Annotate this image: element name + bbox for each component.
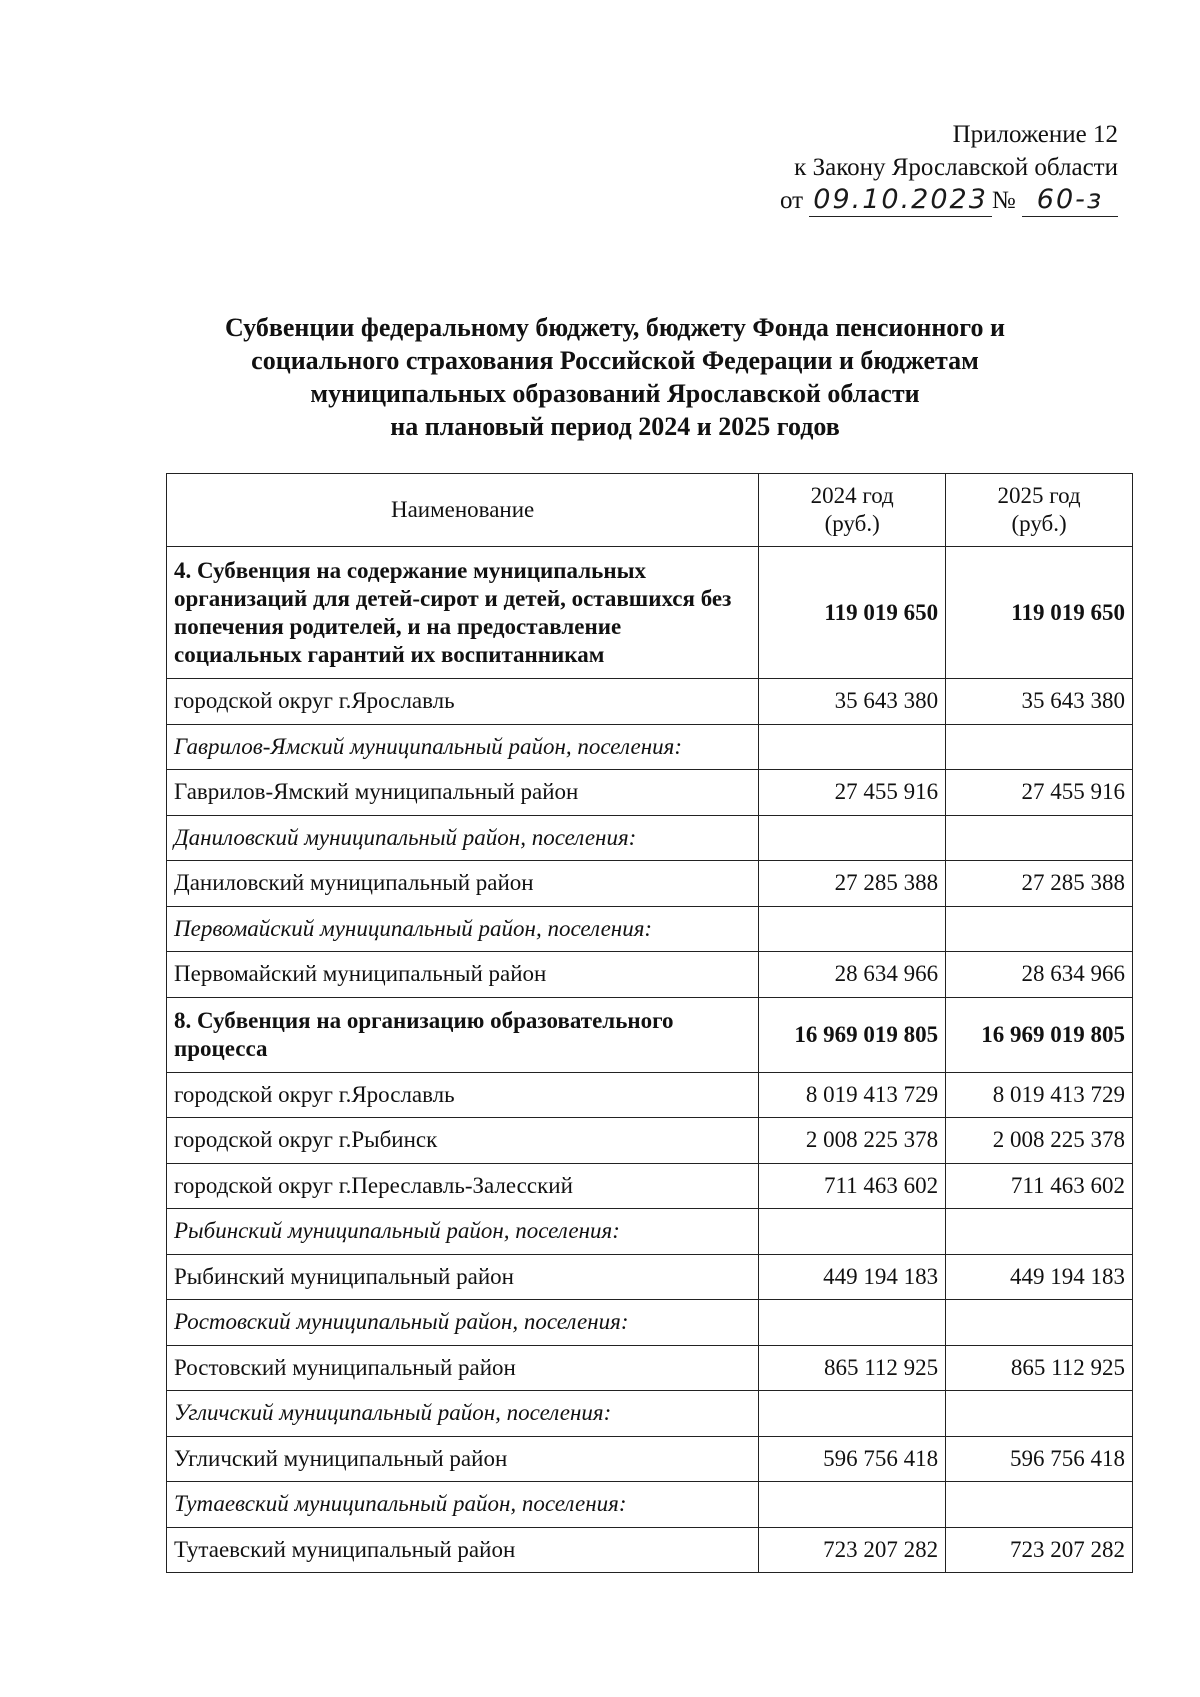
table-row-subheading xyxy=(167,815,1133,861)
row-value-2024: 865 112 925 xyxy=(759,1345,946,1391)
row-name: Первомайский муниципальный район, поселения: xyxy=(167,906,759,952)
row-value-2024: 723 207 282 xyxy=(759,1527,946,1573)
row-value-2024: 35 643 380 xyxy=(759,679,946,725)
row-name: городской округ г.Переславль-Залесский xyxy=(167,1163,759,1209)
row-value-2025: 27 285 388 xyxy=(946,861,1133,907)
row-name: Рыбинский муниципальный район xyxy=(167,1254,759,1300)
title-line-1: Субвенции федеральному бюджету, бюджету Фонда пенсионного и xyxy=(225,313,1005,342)
number-sign: № xyxy=(991,187,1016,214)
header-2025-unit: (руб.) xyxy=(1011,511,1067,536)
appendix-law-ref: к Закону Ярославской области xyxy=(794,154,1118,181)
row-name: Даниловский муниципальный район xyxy=(167,861,759,907)
table-row xyxy=(167,1527,1133,1573)
header-2025-year: 2025 год xyxy=(997,483,1081,508)
row-name: городской округ г.Рыбинск xyxy=(167,1118,759,1164)
row-name: Угличский муниципальный район, поселения: xyxy=(167,1391,759,1437)
row-value-2024 xyxy=(759,815,946,861)
table-row-subheading xyxy=(167,906,1133,952)
row-value-2024: 27 285 388 xyxy=(759,861,946,907)
table-row xyxy=(167,1436,1133,1482)
header-2024-year: 2024 год xyxy=(810,483,894,508)
appendix-number: Приложение 12 xyxy=(952,121,1118,148)
handwritten-number: 60-з xyxy=(1036,184,1104,215)
row-value-2025: 723 207 282 xyxy=(946,1527,1133,1573)
row-value-2024: 119 019 650 xyxy=(759,547,946,679)
row-name: 4. Субвенция на содержание муниципальных организаций для детей-сирот и детей, оставшихся без попечения родителей, и на предоставление социальных гарантий их воспитанникам xyxy=(167,547,759,679)
table-row xyxy=(167,1118,1133,1164)
row-name: Ростовский муниципальный район xyxy=(167,1345,759,1391)
row-value-2024 xyxy=(759,1482,946,1528)
header-2024 xyxy=(759,474,946,547)
row-value-2025 xyxy=(946,815,1133,861)
row-value-2024: 27 455 916 xyxy=(759,770,946,816)
table-row xyxy=(167,1072,1133,1118)
title-line-2: социального страхования Российской Федерации и бюджетам xyxy=(251,346,979,375)
row-name: Тутаевский муниципальный район, поселения: xyxy=(167,1482,759,1528)
row-value-2025: 449 194 183 xyxy=(946,1254,1133,1300)
row-value-2024: 8 019 413 729 xyxy=(759,1072,946,1118)
row-name: Тутаевский муниципальный район xyxy=(167,1527,759,1573)
header-2024-unit: (руб.) xyxy=(824,511,880,536)
handwritten-date: 09.10.2023 xyxy=(813,184,988,215)
table-header-row xyxy=(167,474,1133,547)
row-value-2025 xyxy=(946,1209,1133,1255)
row-name: Гаврилов-Ямский муниципальный район xyxy=(167,770,759,816)
row-value-2024 xyxy=(759,1391,946,1437)
row-value-2024: 711 463 602 xyxy=(759,1163,946,1209)
table-row-subheading xyxy=(167,1391,1133,1437)
row-value-2025: 28 634 966 xyxy=(946,952,1133,998)
title-line-4: на плановый период 2024 и 2025 годов xyxy=(390,412,840,441)
row-value-2025: 16 969 019 805 xyxy=(946,997,1133,1072)
appendix-header xyxy=(698,118,1118,224)
row-value-2025 xyxy=(946,724,1133,770)
row-value-2024: 16 969 019 805 xyxy=(759,997,946,1072)
row-value-2024: 449 194 183 xyxy=(759,1254,946,1300)
row-name: Рыбинский муниципальный район, поселения: xyxy=(167,1209,759,1255)
table-row-subheading xyxy=(167,1482,1133,1528)
row-value-2025: 711 463 602 xyxy=(946,1163,1133,1209)
row-value-2024: 28 634 966 xyxy=(759,952,946,998)
table-row xyxy=(167,1345,1133,1391)
handwritten-date-field xyxy=(809,185,992,217)
row-name: Первомайский муниципальный район xyxy=(167,952,759,998)
row-name: городской округ г.Ярославль xyxy=(167,1072,759,1118)
row-value-2025 xyxy=(946,1391,1133,1437)
row-value-2025: 865 112 925 xyxy=(946,1345,1133,1391)
table-row xyxy=(167,952,1133,998)
row-value-2024 xyxy=(759,906,946,952)
row-value-2024 xyxy=(759,1300,946,1346)
row-name: Гаврилов-Ямский муниципальный район, поселения: xyxy=(167,724,759,770)
law-date-line xyxy=(698,184,1118,224)
row-value-2024: 2 008 225 378 xyxy=(759,1118,946,1164)
handwritten-number-field xyxy=(1022,185,1118,217)
table-row-subheading xyxy=(167,1300,1133,1346)
row-name: городской округ г.Ярославль xyxy=(167,679,759,725)
table-row xyxy=(167,1254,1133,1300)
table-row-section xyxy=(167,997,1133,1072)
row-value-2024: 596 756 418 xyxy=(759,1436,946,1482)
table-row xyxy=(167,1163,1133,1209)
row-value-2025: 27 455 916 xyxy=(946,770,1133,816)
header-2025 xyxy=(946,474,1133,547)
row-value-2025 xyxy=(946,1300,1133,1346)
document-title xyxy=(165,311,1065,443)
row-value-2024 xyxy=(759,1209,946,1255)
table-row xyxy=(167,679,1133,725)
row-value-2025: 35 643 380 xyxy=(946,679,1133,725)
table-row xyxy=(167,861,1133,907)
header-name: Наименование xyxy=(167,474,759,547)
row-value-2025: 2 008 225 378 xyxy=(946,1118,1133,1164)
date-prefix: от xyxy=(779,187,804,214)
row-value-2025 xyxy=(946,906,1133,952)
subventions-table xyxy=(166,473,1133,1573)
row-value-2025 xyxy=(946,1482,1133,1528)
row-value-2025: 119 019 650 xyxy=(946,547,1133,679)
table-row-section xyxy=(167,547,1133,679)
table-row xyxy=(167,770,1133,816)
table-row-subheading xyxy=(167,724,1133,770)
table-row-subheading xyxy=(167,1209,1133,1255)
row-value-2025: 596 756 418 xyxy=(946,1436,1133,1482)
row-name: Угличский муниципальный район xyxy=(167,1436,759,1482)
row-name: 8. Субвенция на организацию образовательного процесса xyxy=(167,997,759,1072)
row-value-2025: 8 019 413 729 xyxy=(946,1072,1133,1118)
title-line-3: муниципальных образований Ярославской области xyxy=(310,379,920,408)
row-value-2024 xyxy=(759,724,946,770)
row-name: Даниловский муниципальный район, поселения: xyxy=(167,815,759,861)
row-name: Ростовский муниципальный район, поселения: xyxy=(167,1300,759,1346)
